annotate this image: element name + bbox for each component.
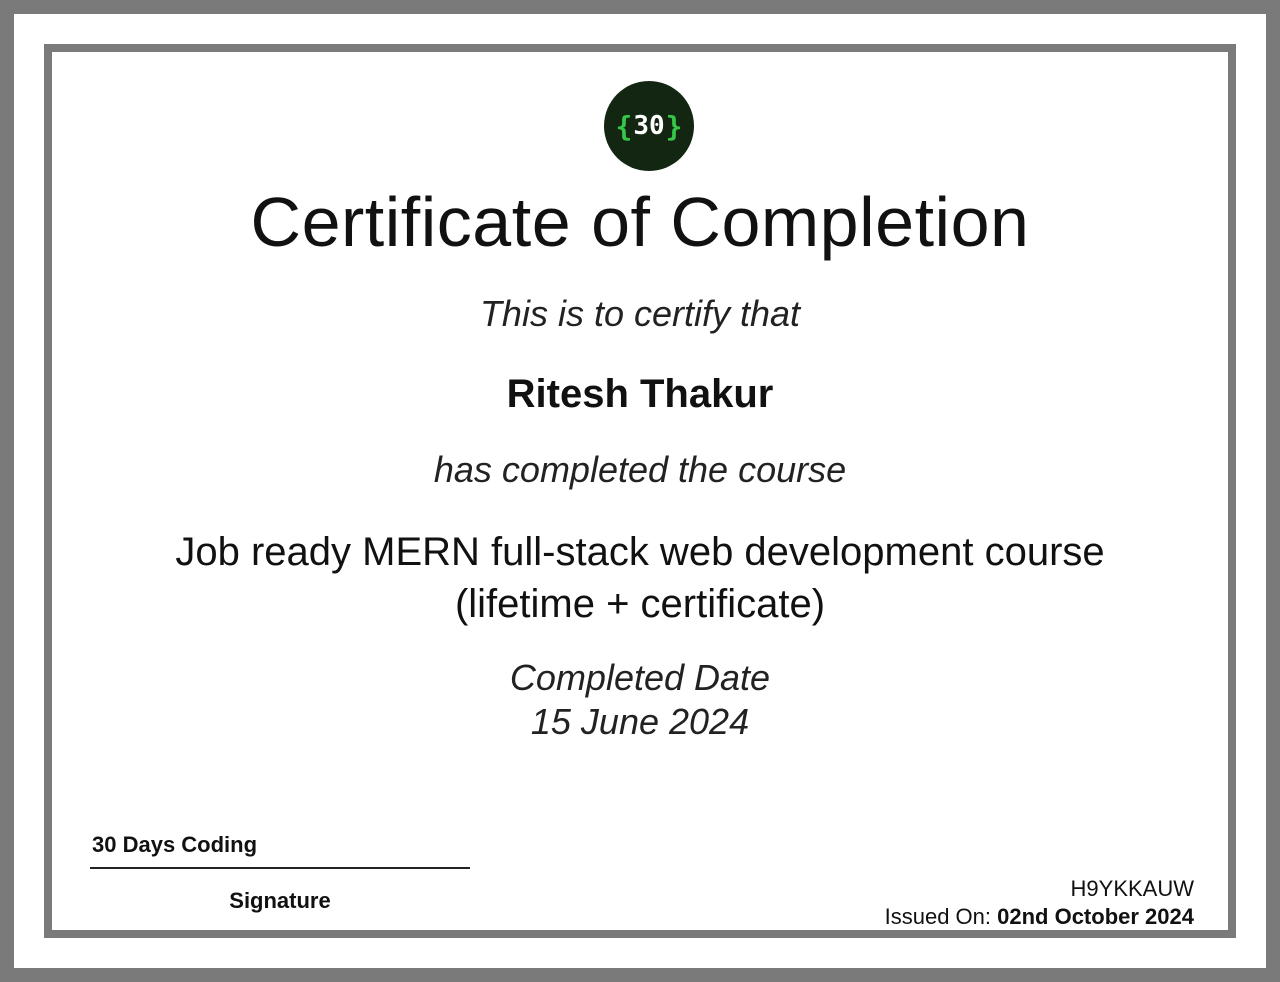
certify-line: This is to certify that: [479, 293, 801, 334]
signature-label: Signature: [229, 888, 331, 913]
course-title: [52, 526, 1228, 630]
certificate-sheet: [14, 14, 1266, 968]
completed-course-line: has completed the course: [433, 449, 847, 490]
certificate-id: H9YKKAUW: [1070, 876, 1194, 901]
completed-date-label: Completed Date: [509, 657, 771, 698]
issuing-organization: 30 Days Coding: [92, 832, 258, 857]
certificate-frame: [44, 44, 1236, 938]
logo-brace-open: {: [615, 109, 633, 143]
logo-brace-close: }: [665, 109, 683, 143]
completed-date-value: 15 June 2024: [530, 701, 750, 742]
issued-on-date: 02nd October 2024: [997, 904, 1194, 929]
issued-on-label: Issued On:: [884, 904, 998, 929]
recipient-name: Ritesh Thakur: [506, 372, 774, 416]
course-title-line-2: (lifetime + certificate): [454, 582, 826, 626]
course-title-line-1: Job ready MERN full-stack web development course: [175, 530, 1105, 574]
logo-number: 30: [633, 111, 665, 141]
signature-line: [90, 867, 470, 869]
certificate-title: Certificate of Completion: [250, 183, 1030, 261]
issued-on: [885, 904, 1194, 930]
thirty-days-logo-icon: [604, 81, 694, 171]
